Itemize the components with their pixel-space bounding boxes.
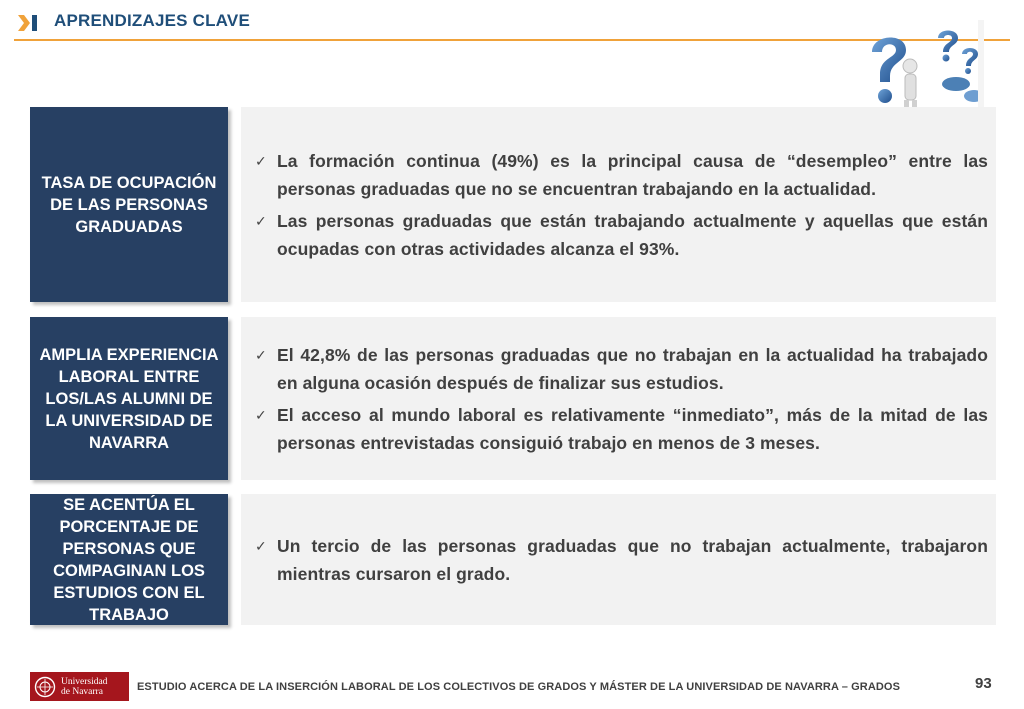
row-content [241, 494, 996, 625]
page-number: 93 [975, 675, 992, 692]
row-label: AMPLIA EXPERIENCIA LABORAL ENTRE LOS/LAS ALUMNI DE LA UNIVERSIDAD DE NAVARRA [30, 317, 228, 480]
question-figure-illustration [858, 16, 998, 116]
page-title: APRENDIZAJES CLAVE [54, 11, 250, 30]
key-learning-row-experience [30, 317, 996, 480]
check-icon: ✓ [255, 212, 267, 229]
logo-line2: de Navarra [61, 686, 103, 697]
row-content [241, 107, 996, 302]
check-icon: ✓ [255, 406, 267, 423]
bullet-text: El 42,8% de las personas graduadas que no trabajan en la actualidad ha trabajado en alguna ocasión después de finalizar sus estudios. [277, 344, 988, 393]
university-logo [30, 672, 129, 701]
key-learning-row-work-study [30, 494, 996, 625]
check-icon: ✓ [255, 537, 267, 554]
bullet-item [255, 207, 988, 263]
row-label: SE ACENTÚA EL PORCENTAJE DE PERSONAS QUE COMPAGINAN LOS ESTUDIOS CON EL TRABAJO [30, 494, 228, 625]
bullet-text: El acceso al mundo laboral es relativamente “inmediato”, más de la mitad de las personas entrevistadas consiguió trabajo en menos de 3 meses. [277, 404, 988, 453]
row-label: TASA DE OCUPACIÓN DE LAS PERSONAS GRADUADAS [30, 107, 228, 302]
check-icon: ✓ [255, 152, 267, 169]
seal-icon [34, 676, 56, 698]
chevron-bar-icon [16, 12, 40, 34]
bullet-item [255, 341, 988, 397]
key-learning-row-occupation [30, 107, 996, 302]
bullet-text: La formación continua (49%) es la principal causa de “desempleo” entre las personas graduadas que no se encuentran trabajando en la actualidad. [277, 150, 988, 199]
bullet-text: Las personas graduadas que están trabajando actualmente y aquellas que están ocupadas con otras actividades alcanza el 93%. [277, 210, 988, 259]
bullet-text: Un tercio de las personas graduadas que no trabajan actualmente, trabajaron mientras cursaron el grado. [277, 535, 988, 584]
bullet-item [255, 532, 988, 588]
bullet-item [255, 147, 988, 203]
bullet-item [255, 401, 988, 457]
footer-caption: ESTUDIO ACERCA DE LA INSERCIÓN LABORAL DE LOS COLECTIVOS DE GRADOS Y MÁSTER DE LA UNIVERSIDAD DE NAVARRA – GRADOS [137, 681, 901, 693]
row-content [241, 317, 996, 480]
logo-line1: Universidad [61, 676, 108, 687]
check-icon: ✓ [255, 346, 267, 363]
logo-text [61, 677, 107, 697]
